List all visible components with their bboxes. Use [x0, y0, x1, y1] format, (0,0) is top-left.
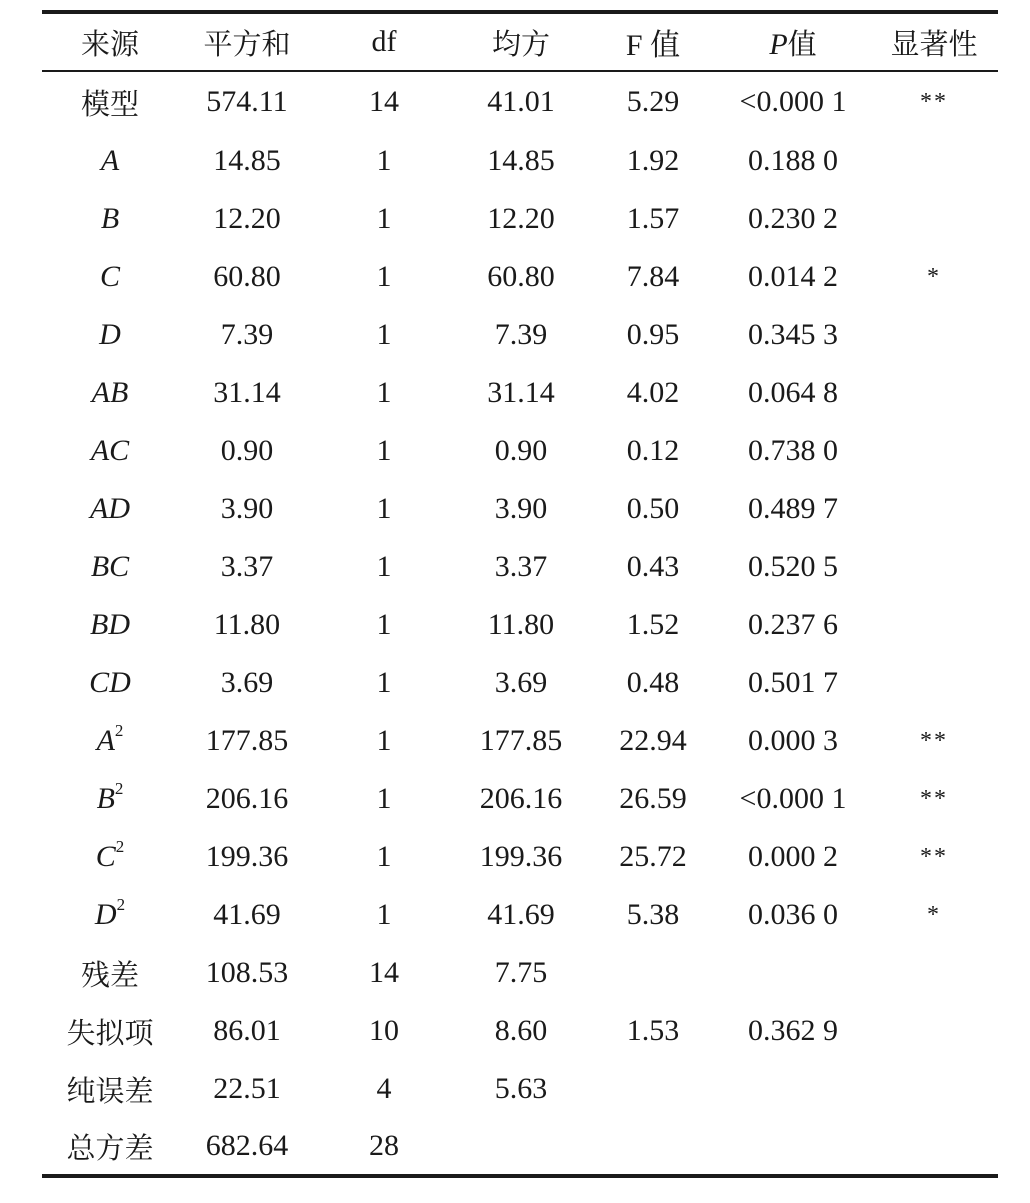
cell-df: 1	[376, 666, 392, 699]
cell-sum-of-squares: 86.01	[213, 1014, 281, 1047]
cell-mean-square: 0.90	[494, 434, 548, 467]
source-label: D	[99, 318, 121, 351]
cell-sum-of-squares: 7.39	[220, 318, 274, 351]
cell-source	[42, 654, 178, 712]
cell-df: 1	[376, 898, 392, 931]
cell-f-value: 0.50	[626, 492, 680, 525]
cell-df: 1	[376, 376, 392, 409]
table-row	[42, 1060, 998, 1118]
cell-sum-of-squares: 60.80	[213, 260, 281, 293]
cell-significance	[870, 1002, 998, 1060]
cell-p-value: 0.738 0	[748, 434, 838, 467]
cell-df: 1	[376, 782, 392, 815]
table-row	[42, 72, 998, 132]
cell-f-value	[590, 1060, 716, 1118]
cell-significance	[870, 1118, 998, 1174]
cell-p-value: 0.188 0	[748, 144, 838, 177]
header-p-value	[716, 14, 870, 70]
cell-df: 1	[376, 260, 392, 293]
cell-p-value: 0.237 6	[748, 608, 838, 641]
cell-df: 14	[369, 956, 399, 989]
cell-significance	[870, 944, 998, 1002]
table-row	[42, 1002, 998, 1060]
cell-sum-of-squares: 3.90	[220, 492, 274, 525]
source-superscript: 2	[116, 895, 126, 914]
cell-df: 1	[376, 724, 392, 757]
cell-sum-of-squares: 14.85	[213, 144, 281, 177]
table-row	[42, 596, 998, 654]
cell-mean-square: 11.80	[487, 608, 555, 641]
cell-sum-of-squares: 574.11	[206, 85, 288, 118]
cell-mean-square: 206.16	[479, 782, 563, 815]
cell-source	[42, 72, 178, 132]
cell-source	[42, 1002, 178, 1060]
source-label: C	[99, 260, 120, 293]
cell-significance: **	[920, 843, 948, 870]
source-label: B	[96, 782, 115, 815]
cell-p-value: 0.520 5	[748, 550, 838, 583]
cell-p-value: 0.014 2	[748, 260, 838, 293]
cell-significance	[870, 422, 998, 480]
source-superscript: 2	[114, 721, 124, 740]
cell-mean-square: 199.36	[479, 840, 563, 873]
table-row	[42, 654, 998, 712]
cell-f-value	[590, 1118, 716, 1174]
cell-f-value: 25.72	[619, 840, 687, 873]
source-label: C	[95, 840, 116, 873]
cell-significance	[870, 1060, 998, 1118]
source-label: D	[94, 898, 117, 931]
cell-significance: **	[920, 88, 948, 115]
cell-significance	[870, 364, 998, 422]
cell-p-value: <0.000 1	[739, 782, 847, 815]
header-p-rest: 值	[787, 26, 817, 61]
cell-df: 1	[376, 318, 392, 351]
cell-source	[42, 248, 178, 306]
source-label: 纯误差	[66, 1073, 154, 1108]
table-row	[42, 712, 998, 770]
cell-mean-square: 5.63	[494, 1072, 548, 1105]
cell-sum-of-squares: 41.69	[213, 898, 281, 931]
cell-source	[42, 886, 178, 944]
cell-sum-of-squares: 3.69	[220, 666, 274, 699]
cell-mean-square: 177.85	[479, 724, 563, 757]
cell-p-value	[716, 1060, 870, 1118]
anova-table-container	[42, 10, 998, 1178]
cell-df: 28	[369, 1129, 399, 1162]
cell-mean-square: 3.69	[494, 666, 548, 699]
cell-f-value: 1.57	[626, 202, 680, 235]
cell-sum-of-squares: 3.37	[220, 550, 274, 583]
cell-p-value: 0.036 0	[748, 898, 838, 931]
header-source: 来源	[80, 26, 139, 61]
table-row	[42, 1118, 998, 1174]
cell-f-value: 1.52	[626, 608, 680, 641]
bottom-rule	[42, 1174, 998, 1178]
cell-df: 1	[376, 608, 392, 641]
header-row	[42, 14, 998, 70]
cell-significance	[870, 538, 998, 596]
source-label: B	[100, 202, 120, 235]
cell-significance: **	[920, 785, 948, 812]
table-row	[42, 480, 998, 538]
header-p-italic: P	[769, 27, 788, 61]
cell-source	[42, 306, 178, 364]
cell-source	[42, 1118, 178, 1174]
source-label: BD	[90, 608, 130, 641]
cell-df: 1	[376, 492, 392, 525]
header-sum-of-squares: 平方和	[203, 26, 291, 61]
table-row	[42, 770, 998, 828]
cell-sum-of-squares: 177.85	[205, 724, 289, 757]
cell-mean-square: 60.80	[487, 260, 555, 293]
source-label: A	[100, 144, 120, 177]
table-row	[42, 364, 998, 422]
source-label: BC	[90, 550, 130, 583]
cell-mean-square: 12.20	[487, 202, 555, 235]
header-df: df	[371, 25, 397, 58]
cell-p-value: 0.000 2	[748, 840, 838, 873]
cell-p-value: 0.230 2	[748, 202, 838, 235]
table-row	[42, 538, 998, 596]
table-row	[42, 132, 998, 190]
cell-sum-of-squares: 12.20	[213, 202, 281, 235]
source-label: A	[96, 724, 115, 757]
cell-significance	[870, 306, 998, 364]
table-row	[42, 248, 998, 306]
cell-source	[42, 538, 178, 596]
cell-source	[42, 422, 178, 480]
cell-significance: *	[927, 263, 941, 290]
source-label: AD	[90, 492, 130, 525]
cell-f-value: 1.53	[626, 1014, 680, 1047]
cell-sum-of-squares: 11.80	[213, 608, 281, 641]
cell-significance: *	[927, 901, 941, 928]
cell-sum-of-squares: 22.51	[213, 1072, 281, 1105]
cell-p-value	[716, 1118, 870, 1174]
cell-source	[42, 1060, 178, 1118]
anova-table	[42, 14, 998, 70]
cell-mean-square: 31.14	[487, 376, 555, 409]
cell-f-value: 22.94	[619, 724, 687, 757]
cell-source	[42, 712, 178, 770]
cell-mean-square: 3.37	[494, 550, 548, 583]
source-label: 残差	[80, 957, 139, 992]
cell-sum-of-squares: 0.90	[220, 434, 274, 467]
cell-df: 1	[376, 202, 392, 235]
source-label: AC	[90, 434, 130, 467]
cell-sum-of-squares: 206.16	[205, 782, 289, 815]
cell-mean-square: 7.75	[494, 956, 548, 989]
cell-source	[42, 828, 178, 886]
cell-sum-of-squares: 31.14	[213, 376, 281, 409]
cell-p-value: 0.489 7	[748, 492, 838, 525]
cell-significance	[870, 190, 998, 248]
source-label: CD	[89, 666, 131, 699]
cell-f-value: 26.59	[619, 782, 687, 815]
cell-significance	[870, 596, 998, 654]
cell-f-value: 4.02	[626, 376, 680, 409]
cell-df: 4	[376, 1072, 392, 1105]
cell-f-value: 5.38	[626, 898, 680, 931]
cell-sum-of-squares: 682.64	[205, 1129, 289, 1162]
cell-f-value: 0.48	[626, 666, 680, 699]
cell-significance	[870, 480, 998, 538]
cell-f-value: 0.95	[626, 318, 680, 351]
cell-sum-of-squares: 108.53	[205, 956, 289, 989]
cell-sum-of-squares: 199.36	[205, 840, 289, 873]
cell-f-value: 1.92	[626, 144, 680, 177]
cell-source	[42, 190, 178, 248]
source-superscript: 2	[115, 837, 125, 856]
source-label: 总方差	[66, 1130, 154, 1165]
cell-mean-square: 8.60	[494, 1014, 548, 1047]
cell-df: 1	[376, 434, 392, 467]
cell-p-value	[716, 944, 870, 1002]
cell-mean-square: 41.01	[487, 85, 555, 118]
source-label: 失拟项	[66, 1015, 154, 1050]
cell-significance: **	[920, 727, 948, 754]
cell-mean-square: 7.39	[494, 318, 548, 351]
cell-f-value: 5.29	[626, 85, 680, 118]
cell-df: 1	[376, 550, 392, 583]
cell-source	[42, 480, 178, 538]
table-row	[42, 886, 998, 944]
cell-p-value: 0.345 3	[748, 318, 838, 351]
cell-df: 14	[369, 85, 399, 118]
table-row	[42, 944, 998, 1002]
cell-significance	[870, 654, 998, 712]
cell-p-value: <0.000 1	[739, 85, 847, 118]
table-row	[42, 306, 998, 364]
cell-df: 1	[376, 144, 392, 177]
source-label: AB	[91, 376, 129, 409]
header-mean-square: 均方	[491, 26, 550, 61]
cell-p-value: 0.362 9	[748, 1014, 838, 1047]
cell-p-value: 0.501 7	[748, 666, 838, 699]
cell-mean-square	[452, 1118, 590, 1174]
cell-mean-square: 41.69	[487, 898, 555, 931]
source-superscript: 2	[114, 779, 124, 798]
cell-source	[42, 364, 178, 422]
cell-source	[42, 770, 178, 828]
cell-p-value: 0.000 3	[748, 724, 838, 757]
cell-mean-square: 3.90	[494, 492, 548, 525]
cell-f-value: 0.12	[626, 434, 680, 467]
cell-p-value: 0.064 8	[748, 376, 838, 409]
cell-source	[42, 596, 178, 654]
source-label: 模型	[80, 86, 139, 121]
table-row	[42, 190, 998, 248]
cell-f-value: 0.43	[626, 550, 680, 583]
cell-source	[42, 132, 178, 190]
cell-f-value	[590, 944, 716, 1002]
cell-f-value: 7.84	[626, 260, 680, 293]
cell-df: 10	[369, 1014, 399, 1047]
cell-significance	[870, 132, 998, 190]
anova-table-body	[42, 72, 998, 1174]
cell-mean-square: 14.85	[487, 144, 555, 177]
header-f-value: F 值	[625, 29, 681, 62]
header-significance: 显著性	[890, 26, 978, 61]
cell-df: 1	[376, 840, 392, 873]
table-row	[42, 422, 998, 480]
cell-source	[42, 944, 178, 1002]
table-row	[42, 828, 998, 886]
